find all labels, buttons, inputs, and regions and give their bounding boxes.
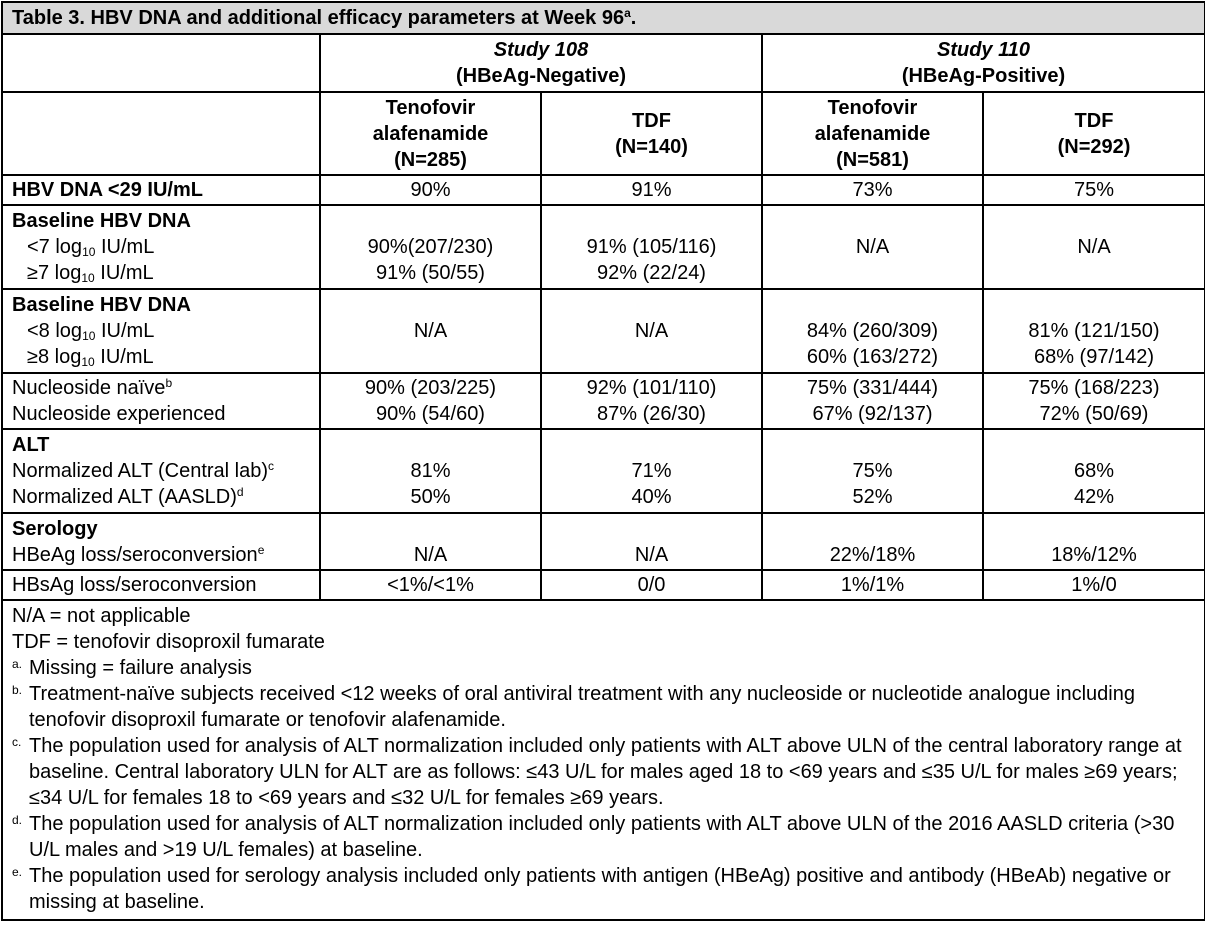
empty-header-cell xyxy=(2,34,320,92)
table-cell: 90% xyxy=(320,175,541,205)
study-110-name: Study 110 xyxy=(937,39,1030,61)
cell-value: 40% xyxy=(631,486,672,508)
footnote-mark: c. xyxy=(12,735,22,749)
row-sublabel: Normalized ALT (AASLD)$^d$ xyxy=(12,485,244,508)
cell-value: N/A xyxy=(634,320,669,342)
row-label-baseline-7 xyxy=(2,205,320,289)
table-row xyxy=(2,570,1205,600)
table-cell xyxy=(762,205,983,289)
cell-value: N/A xyxy=(413,320,448,342)
arm-n: (N=285) xyxy=(394,148,467,171)
cell-value: 87% (26/30) xyxy=(597,403,706,425)
footnote-mark: a. xyxy=(12,657,23,671)
arm-header-tdf-108 xyxy=(541,92,762,175)
table-cell: N/A xyxy=(541,513,762,570)
row-group-header: Serology xyxy=(12,518,98,540)
arm-header-row xyxy=(2,92,1205,175)
cell-value: 92% (22/24) xyxy=(597,262,706,284)
study-108-name: Study 108 xyxy=(493,39,589,61)
cell-value: 52% xyxy=(852,486,893,508)
arm-n: (N=581) xyxy=(836,148,909,171)
row-label-baseline-8 xyxy=(2,289,320,373)
arm-name-line1: Tenofovir xyxy=(385,96,476,119)
arm-header-taf-110 xyxy=(762,92,983,175)
footnote-c xyxy=(12,733,1195,811)
footnote-b xyxy=(12,681,1195,733)
row-label-nucleoside xyxy=(2,373,320,429)
cell-value: N/A xyxy=(1077,236,1111,258)
table-cell xyxy=(320,205,541,289)
footnotes-row xyxy=(2,600,1205,920)
footnote-a xyxy=(12,655,1195,681)
row-group-header: Baseline HBV DNA xyxy=(12,210,191,232)
row-group-header: ALT xyxy=(12,434,50,456)
row-label-alt xyxy=(2,429,320,513)
table-cell xyxy=(320,373,541,429)
cell-value: 75% (168/223) xyxy=(1028,377,1160,399)
row-label-hbsag: HBsAg loss/seroconversion xyxy=(2,570,320,600)
table-cell: 73% xyxy=(762,175,983,205)
table-title-text: Table 3. HBV DNA and additional efficacy parameters at Week 96 xyxy=(12,7,625,29)
arm-name-line2: alafenamide xyxy=(372,122,489,145)
cell-value: 67% (92/137) xyxy=(812,403,933,425)
title-row xyxy=(2,2,1205,34)
table-title-footnote-mark: a xyxy=(624,6,631,20)
table-cell xyxy=(320,289,541,373)
table-cell xyxy=(762,289,983,373)
footnote-d xyxy=(12,811,1195,863)
table-cell: 0/0 xyxy=(541,570,762,600)
study-header-row xyxy=(2,34,1205,92)
cell-value: 71% xyxy=(631,460,672,482)
arm-header-tdf-110 xyxy=(983,92,1205,175)
table-row xyxy=(2,289,1205,373)
cell-value: 90%(207/230) xyxy=(367,236,494,258)
cell-value: N/A xyxy=(855,236,890,258)
arm-name-line1: TDF xyxy=(1074,109,1114,132)
footnote-mark: b. xyxy=(12,683,23,697)
table-row xyxy=(2,513,1205,570)
footnote-text: Treatment-naïve subjects received <12 weeks of oral antiviral treatment with any nucleoside or nucleotide analogue including tenofovir disoproxil fumarate or tenofovir alafenamide. xyxy=(29,683,1135,731)
row-label-hbv-dna: HBV DNA <29 IU/mL xyxy=(2,175,320,205)
footnote-tdf: TDF = tenofovir disoproxil fumarate xyxy=(12,631,325,653)
table-cell xyxy=(541,429,762,513)
table-cell: <1%/<1% xyxy=(320,570,541,600)
table-cell: 91% xyxy=(541,175,762,205)
table-title xyxy=(2,2,1205,34)
row-sublabel: HBeAg loss/seroconversion$^e$ xyxy=(12,543,265,566)
row-sublabel: Normalized ALT (Central lab)$^c$ xyxy=(12,459,275,482)
table-cell: N/A xyxy=(320,513,541,570)
arm-name-line1: Tenofovir xyxy=(827,96,918,119)
cell-value: 42% xyxy=(1073,486,1115,508)
footnote-text: The population used for analysis of ALT normalization included only patients with ALT above ULN of the 2016 AASLD criteria (>30 U/L males and >19 U/L females) at baseline. xyxy=(29,813,1175,861)
efficacy-table xyxy=(1,1,1205,921)
arm-name-line2: alafenamide xyxy=(814,122,931,145)
cell-value: 60% (163/272) xyxy=(806,346,939,368)
footnote-mark: d. xyxy=(12,813,23,827)
table-title-tail: . xyxy=(630,7,637,29)
row-sublabel: ≥8 $\log_{10} IU/mL$ xyxy=(27,346,154,369)
row-sublabel: ≥7 $\log_{10} IU/mL$ xyxy=(27,262,154,285)
study-110-subtitle: (HBeAg-Positive) xyxy=(901,65,1066,87)
footnote-e xyxy=(12,863,1195,915)
table-cell xyxy=(541,205,762,289)
cell-value: 84% (260/309) xyxy=(806,320,939,342)
cell-value: 90% (54/60) xyxy=(376,403,485,425)
arm-n: (N=140) xyxy=(615,135,688,158)
table-cell xyxy=(983,373,1205,429)
table-cell xyxy=(983,289,1205,373)
cell-value: 91% (105/116) xyxy=(586,236,717,258)
table-cell: 75% xyxy=(983,175,1205,205)
footnote-text: Missing = failure analysis xyxy=(29,657,252,679)
table-cell xyxy=(320,429,541,513)
arm-n: (N=292) xyxy=(1057,135,1131,158)
table-cell: 1%/0 xyxy=(983,570,1205,600)
row-group-header: Baseline HBV DNA xyxy=(12,294,191,316)
table-row xyxy=(2,429,1205,513)
row-sublabel: <8 $\log_{10} IU/mL$ xyxy=(27,320,155,343)
footnote-mark: e. xyxy=(12,865,23,879)
table-cell xyxy=(762,429,983,513)
row-sublabel: Nucleoside experienced xyxy=(12,403,226,425)
table-cell xyxy=(541,289,762,373)
table-cell xyxy=(541,373,762,429)
study-108-subtitle: (HBeAg-Negative) xyxy=(455,65,627,87)
study-110-header xyxy=(762,34,1205,92)
row-sublabel: Nucleoside naïve$^b$ xyxy=(12,376,173,399)
footnote-text: The population used for analysis of ALT normalization included only patients with ALT above ULN of the central laboratory range at baseline. Central laboratory ULN for ALT are as follows: ≤43 U/L for males aged 18 to <69 years and ≤35 U/L for males ≥69 years; ≤34 U/L for females 18 to <69 years and ≤32 U/L for females ≥69 years. xyxy=(29,735,1182,809)
cell-value: 81% xyxy=(410,460,451,482)
row-label-serology xyxy=(2,513,320,570)
cell-value: 92% (101/110) xyxy=(586,377,717,399)
table-cell: 22%/18% xyxy=(762,513,983,570)
footnote-na: N/A = not applicable xyxy=(12,605,191,627)
table-cell xyxy=(983,205,1205,289)
arm-name-line1: TDF xyxy=(632,109,671,132)
footnotes xyxy=(2,600,1205,920)
cell-value: 68% xyxy=(1073,460,1115,482)
table-cell xyxy=(762,373,983,429)
table-cell xyxy=(983,429,1205,513)
cell-value: 75% (331/444) xyxy=(806,377,939,399)
cell-value: 90% (203/225) xyxy=(364,377,497,399)
table-row xyxy=(2,205,1205,289)
cell-value: 72% (50/69) xyxy=(1039,403,1149,425)
cell-value: 50% xyxy=(410,486,451,508)
arm-header-taf-108 xyxy=(320,92,541,175)
cell-value: 68% (97/142) xyxy=(1033,346,1155,368)
row-sublabel: <7 $\log_{10} IU/mL$ xyxy=(27,236,155,259)
study-108-header xyxy=(320,34,762,92)
cell-value: 75% xyxy=(852,460,893,482)
table-row xyxy=(2,175,1205,205)
cell-value: 91% (50/55) xyxy=(376,262,485,284)
footnote-text: The population used for serology analysis included only patients with antigen (HBeAg) positive and antibody (HBeAb) negative or missing at baseline. xyxy=(29,865,1171,913)
table-cell: 18%/12% xyxy=(983,513,1205,570)
cell-value: 81% (121/150) xyxy=(1028,320,1160,342)
table-cell: 1%/1% xyxy=(762,570,983,600)
empty-arm-header-cell xyxy=(2,92,320,175)
table-row xyxy=(2,373,1205,429)
